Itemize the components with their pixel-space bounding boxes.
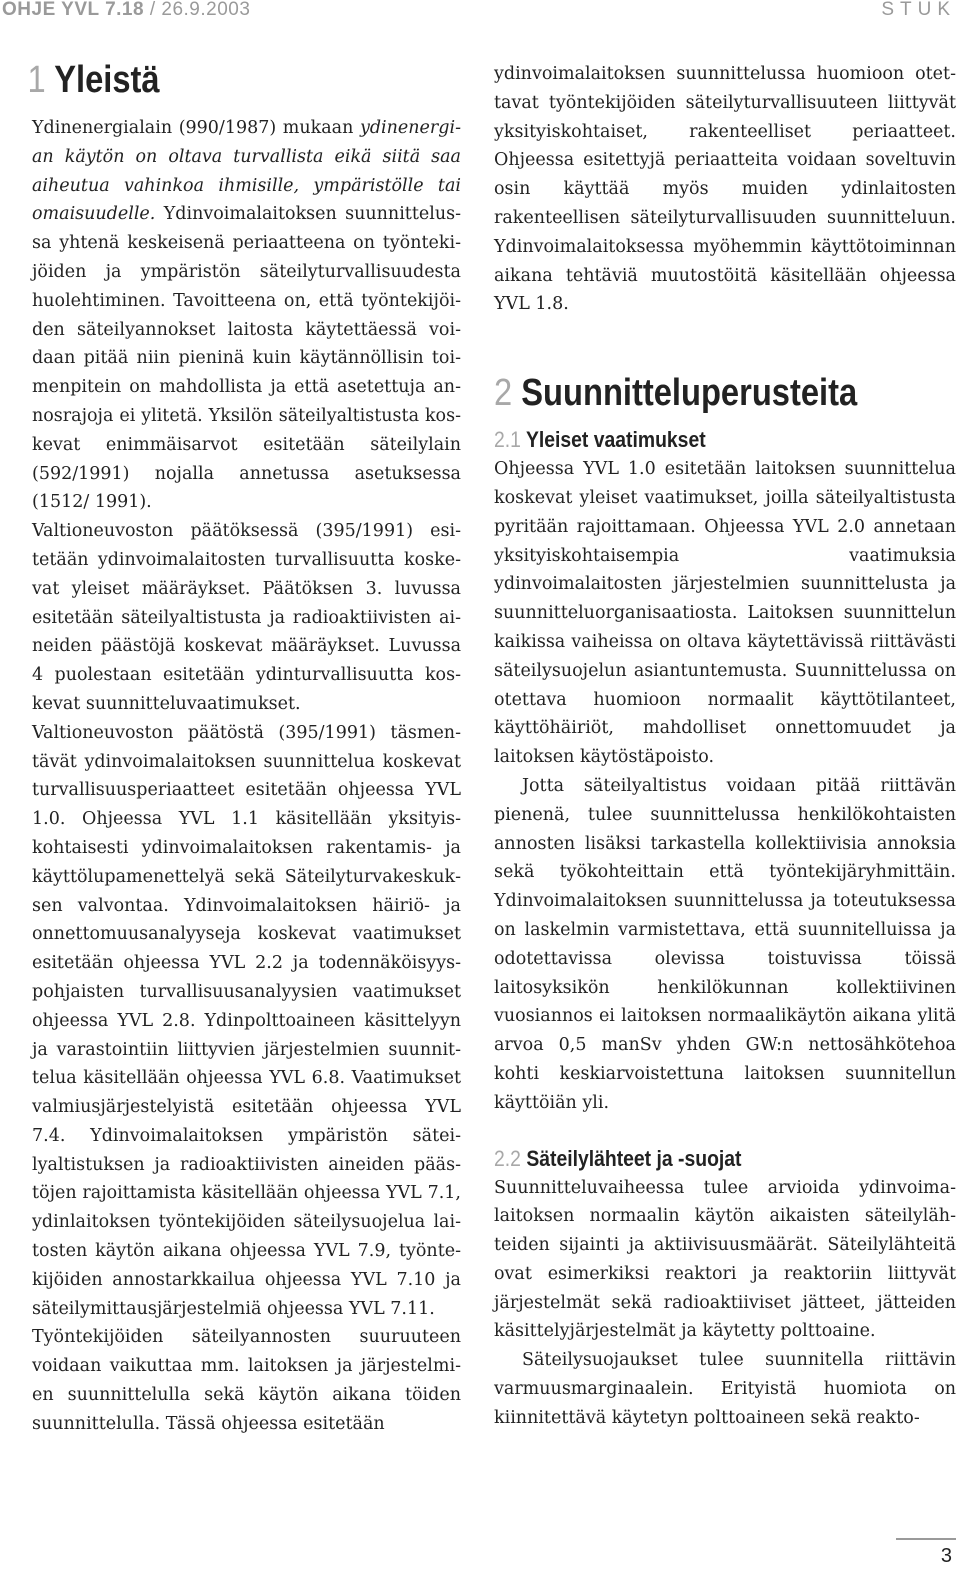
subsection-2-2-number: 2.2 bbox=[494, 1145, 521, 1171]
section-1-heading bbox=[0, 50, 396, 110]
section-2-heading bbox=[494, 363, 891, 423]
paragraph-1-emphasis: ydinenergian käytön on oltava turvallista eikä siitä saa aiheutua vahinkoa ihmisille, ympäristölle tai omaisuudelle. bbox=[32, 118, 461, 225]
document-id bbox=[2, 0, 250, 21]
paragraph-2: Valtioneuvoston päätöksessä (395/1991) esitetään ydinvoimalaitosten turvallisuutta koskevat yleiset määräykset. Päätöksen 3. luvussa esitetään säteilyaltistusta ja radioaktiivisten aineiden päästöjä koskevat määräykset. Luvussa 4 puolestaan esitetään ydinturvallisuutta koskevat suunnitteluvaatimukset. bbox=[32, 521, 461, 714]
subsection-2-2-paragraph-1: Suunnitteluvaiheessa tulee arvioida ydinvoimalaitoksen normaalin käytön aikaisten säteilylähteiden sijainti ja aktiivisuusmäärät. Säteilylähteitä ovat esimerkiksi reaktori ja reaktoriin liittyvät järjestelmät sekä radioaktiiviset jätteet, jätteiden käsittelyjärjestelmät ja käytetty polttoaine. bbox=[494, 1177, 956, 1342]
subsection-2-1-paragraph-2: Jotta säteilyaltistus voidaan pitää riittävän pienenä, tulee suunnittelussa henkilökohtaisten annosten lisäksi tarkastella kollektiivisia annoksia sekä työkohteittain että työntekijäryhmittäin. Ydinvoimalaitoksen suunnittelussa ja toteutuksessa on laskelmin varmistettava, että suunnitelluissa ja odotettavissa olevissa toistuvissa töissä laitosyksikön henkilökunnan kollektiivinen vuosiannos ei laitoksen normaalikäytön aikana ylitä arvoa 0,5 manSv yhden GW:n nettosähkötehoa kohti keskiarvoistettuna laitoksen suunnitellun käyttöiän yli. bbox=[494, 775, 956, 1113]
page-number: 3 bbox=[940, 1545, 952, 1567]
subsection-2-1-heading bbox=[494, 425, 901, 455]
subsection-2-2-paragraph-2: Säteilysuojaukset tulee suunnitella riittävin varmuusmarginaalein. Erityistä huomiota on kiinnitettävä käytetyn polttoaineen sekä reakto- bbox=[494, 1350, 956, 1428]
section-1-number: 1 bbox=[27, 59, 46, 101]
guide-number: OHJE YVL 7.18 bbox=[2, 0, 145, 20]
paragraph-1-body: Ydinvoimalaitoksen suunnittelussa yhtenä keskeisenä periaatteena on työntekijöiden ja ympäristön säteilyturvallisuudesta huolehtiminen. Tavoitteena on, että työntekijöiden säteilyannokset laitosta käytettäessä voidaan pitää niin pieninä kuin käytännöllisin toimenpitein on mahdollista ja että asetettuja annosrajoja ei ylitetä. Yksilön säteilyaltistusta koskevat enimmäisarvot esitetään säteilylain (592/1991) nojalla annetussa asetuksessa (1512/ 1991). bbox=[32, 204, 461, 513]
paragraph-4-continued: ydinvoimalaitoksen suunnittelussa huomioon otettavat työntekijöiden säteilyturvallisuuteen liittyvät yksityiskohtaiset, rakenteelliset periaatteet. Ohjeessa esitettyjä periaatteita voidaan soveltuvin osin käyttää myös muiden ydinlaitosten rakenteellisen säteilyturvallisuuden suunnitteluun. Ydinvoimalaitoksessa myöhemmin käyttötoiminnan aikana tehtäviä muutostöitä käsitellään ohjeessa YVL 1.8. bbox=[494, 64, 956, 315]
guide-date: / 26.9.2003 bbox=[144, 0, 251, 20]
page-header bbox=[0, 0, 960, 22]
subsection-2-2-heading bbox=[494, 1144, 901, 1174]
subsection-2-1-title: Yleiset vaatimukset bbox=[525, 427, 706, 453]
right-column bbox=[494, 60, 956, 1433]
subsection-2-2-title: Säteilylähteet ja -suojat bbox=[526, 1145, 742, 1171]
paragraph-3: Valtioneuvoston päätöstä (395/1991) täsmentävät ydinvoimalaitoksen suunnittelua koskevat turvallisuusperiaatteet esitetään ohjeessa YVL 1.0. Ohjeessa YVL 1.1 käsitellään yksityiskohtaisesti ydinvoimalaitoksen rakentamis- ja käyttölupamenettelyä sekä Säteilyturvakeskuksen valvontaa. Ydinvoimalaitoksen häiriö- ja onnettomuusanalyyseja koskevat vaatimukset esitetään ohjeessa YVL 2.2 ja todennäköisyyspohjaisten turvallisuusanalyysien vaatimukset ohjeessa YVL 2.8. Ydinpolttoaineen käsittelyyn ja varastointiin liittyvien järjestelmien suunnittelua käsitellään ohjeessa YVL 6.8. Vaatimukset valmiusjärjestelyistä esitetään ohjeessa YVL 7.4. Ydinvoimalaitoksen ympäristön säteilyaltistuksen ja radioaktiivisten aineiden päästöjen rajoittamista käsitellään ohjeessa YVL 7.1, ydinlaitoksen työntekijöiden säteilysuojelua laitosten käytön aikana ohjeessa YVL 7.9, työntekijöiden annostarkkailua ohjeessa YVL 7.10 ja säteilymittausjärjestelmiä ohjeessa YVL 7.11. bbox=[32, 722, 461, 1319]
section-2-number: 2 bbox=[494, 372, 513, 415]
paragraph-1-lead: Ydinenergialain (990/1987) mukaan bbox=[32, 118, 360, 138]
page-number-rule bbox=[896, 1538, 956, 1540]
publisher-label: STUK bbox=[881, 0, 956, 20]
paragraph-4: Työntekijöiden säteilyannosten suuruuteen voidaan vaikuttaa mm. laitoksen ja järjestelmien suunnittelulla sekä käytön aikana töiden suunnittelulla. Tässä ohjeessa esitetään bbox=[32, 1327, 461, 1434]
paragraph-1 bbox=[32, 114, 461, 517]
subsection-2-1-number: 2.1 bbox=[494, 427, 521, 453]
continued-paragraph bbox=[494, 60, 956, 319]
section-1-title: Yleistä bbox=[54, 59, 160, 101]
section-2-title: Suunnitteluperusteita bbox=[521, 372, 858, 415]
subsection-2-1-paragraph-1: Ohjeessa YVL 1.0 esitetään laitoksen suunnittelua koskevat yleiset vaatimukset, joilla säteilyaltistusta pyritään rajoittamaan. Ohjeessa YVL 2.0 annetaan yksityiskohtaisempia vaatimuksia ydinvoimalaitosten järjestelmien suunnittelusta ja suunnitteluorganisaatiosta. Laitoksen suunnittelun kaikissa vaiheissa on oltava käytettävissä riittävästi säteilysuojelun asiantuntemusta. Suunnittelussa on otettava huomioon normaalit käyttötilanteet, käyttöhäiriöt, mahdolliset onnettomuudet ja laitoksen käytöstäpoisto. bbox=[494, 459, 956, 768]
left-column bbox=[27, 50, 461, 1439]
